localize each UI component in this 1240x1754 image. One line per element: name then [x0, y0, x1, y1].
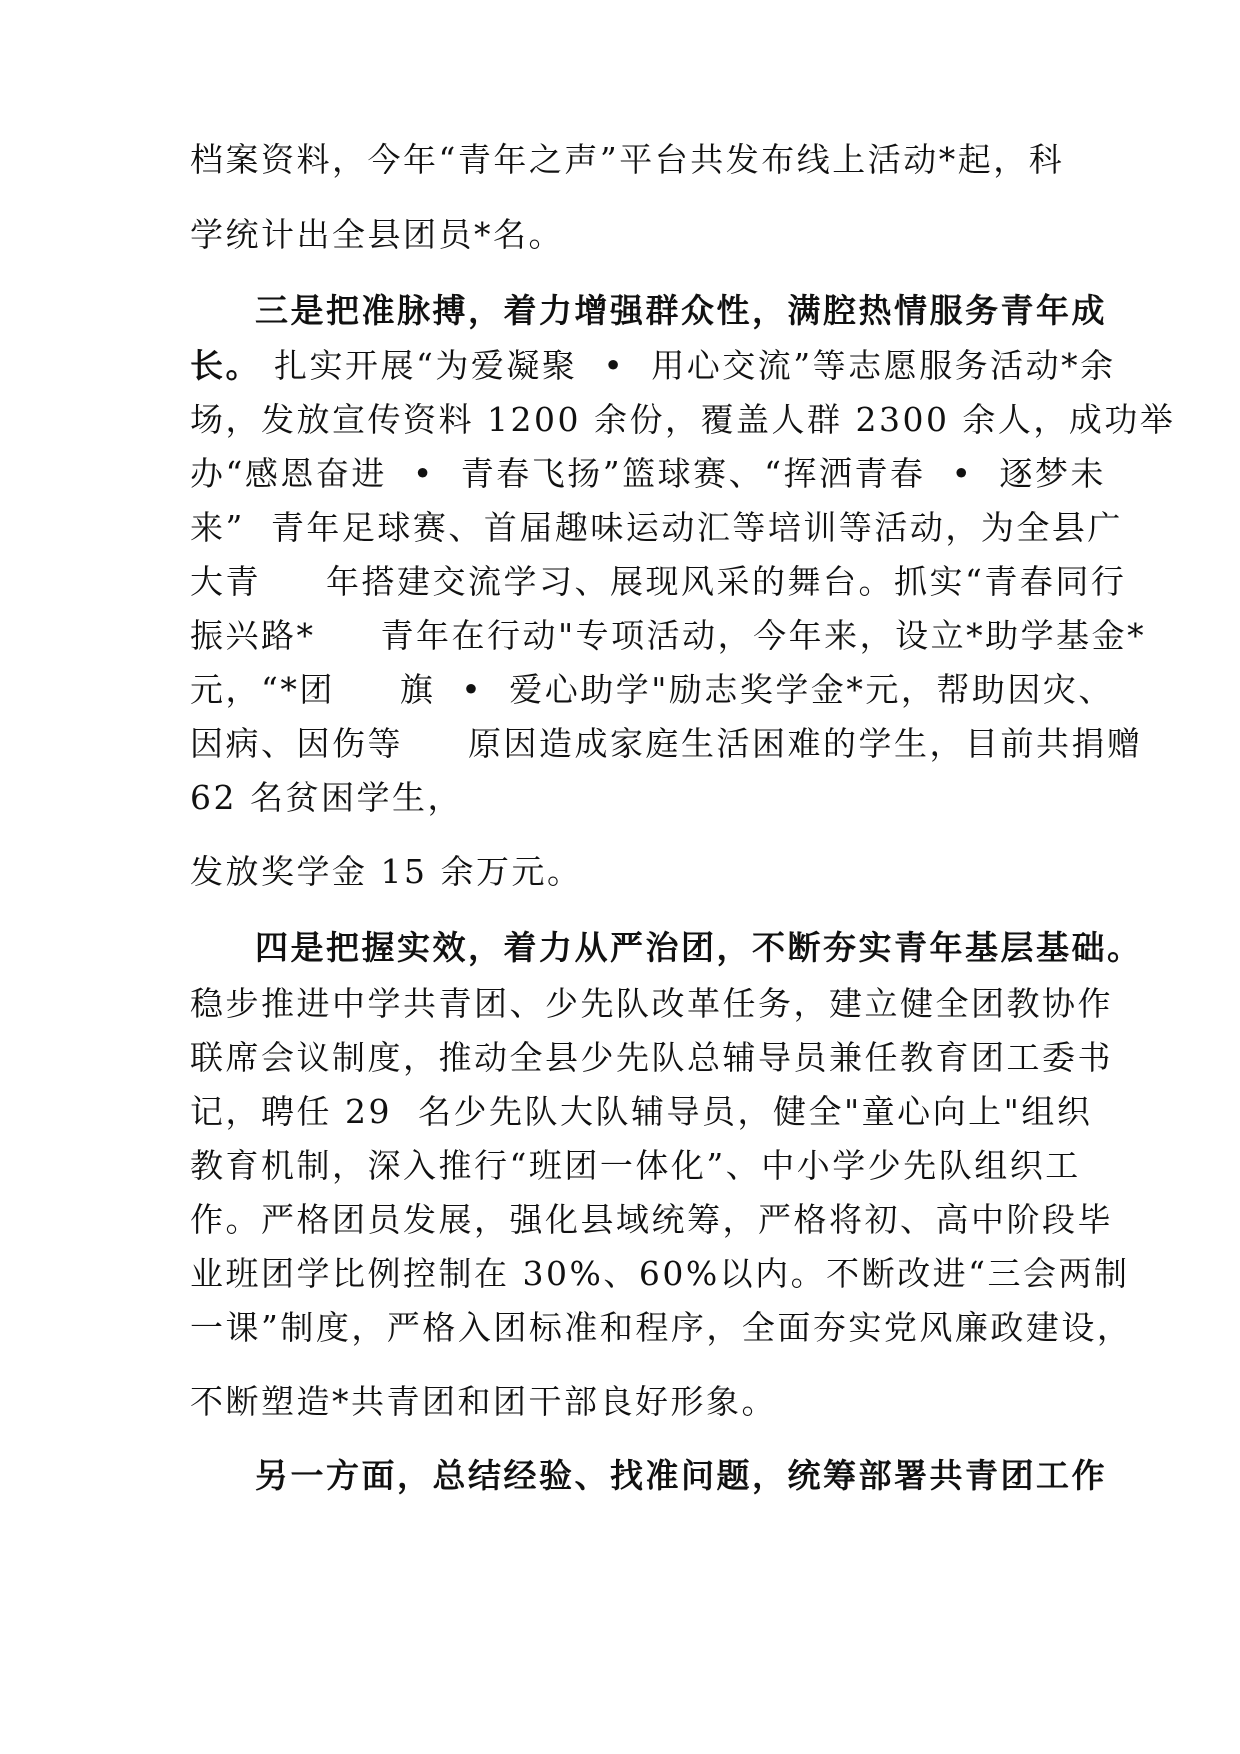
text-line: 办“感恩奋进 • 青春飞扬”篮球赛、“挥洒青春 • 逐梦未: [190, 454, 1106, 493]
text-line: 62 名贫困学生，: [190, 778, 463, 817]
text-line: 稳步推进中学共青团、少先队改革任务，建立健全团教协作: [190, 984, 1113, 1023]
section-heading-other: 另一方面，总结经验、找准问题，统筹部署共青团工作: [255, 1456, 1107, 1495]
text-line: 振兴路* 青年在行动"专项活动，今年来，设立*助学基金*: [190, 616, 1147, 655]
text-line: 元，“*团 旗 • 爱心助学"励志奖学金*元，帮助因灾、: [190, 670, 1114, 709]
text-segment: 扎实开展“为爱凝聚 • 用心交流”等志愿服务活动*余: [261, 346, 1116, 385]
text-line: 发放奖学金 15 余万元。: [190, 852, 583, 891]
text-line: 教育机制，深入推行“班团一体化”、中小学少先队组织工: [190, 1146, 1081, 1185]
text-line: 记，聘任 29 名少先队大队辅导员，健全"童心向上"组织: [190, 1092, 1093, 1131]
text-line: 来” 青年足球赛、首届趣味运动汇等培训等活动，为全县广: [190, 508, 1123, 547]
text-line: 学统计出全县团员*名。: [190, 215, 564, 254]
text-line: 大青 年搭建交流学习、展现风采的舞台。抓实“青春同行: [190, 562, 1127, 601]
text-line: 联席会议制度，推动全县少先队总辅导员兼任教育团工委书: [190, 1038, 1113, 1077]
text-line: 作。严格团员发展，强化县域统筹，严格将初、高中阶段毕: [190, 1200, 1113, 1239]
text-line: 业班团学比例控制在 30%、60%以内。不断改进“三会两制: [190, 1254, 1130, 1293]
text-line: 场，发放宣传资料 1200 余份，覆盖人群 2300 余人，成功举: [190, 400, 1176, 439]
section-heading-4: 四是把握实效，着力从严治团，不断夯实青年基层基础。: [255, 928, 1143, 967]
text-line: 一课”制度，严格入团标准和程序，全面夯实党风廉政建设，: [190, 1308, 1133, 1347]
text-line-mixed: [190, 346, 1116, 386]
text-line: 档案资料，今年“青年之声”平台共发布线上活动*起，科: [190, 140, 1065, 179]
text-line: 因病、因伤等 原因造成家庭生活困难的学生，目前共捐赠: [190, 724, 1143, 763]
section-heading-3: 三是把准脉搏，着力增强群众性，满腔热情服务青年成: [255, 291, 1107, 330]
text-line: 不断塑造*共青团和团干部良好形象。: [190, 1382, 777, 1421]
section-heading-3-end: 长。: [190, 346, 261, 385]
